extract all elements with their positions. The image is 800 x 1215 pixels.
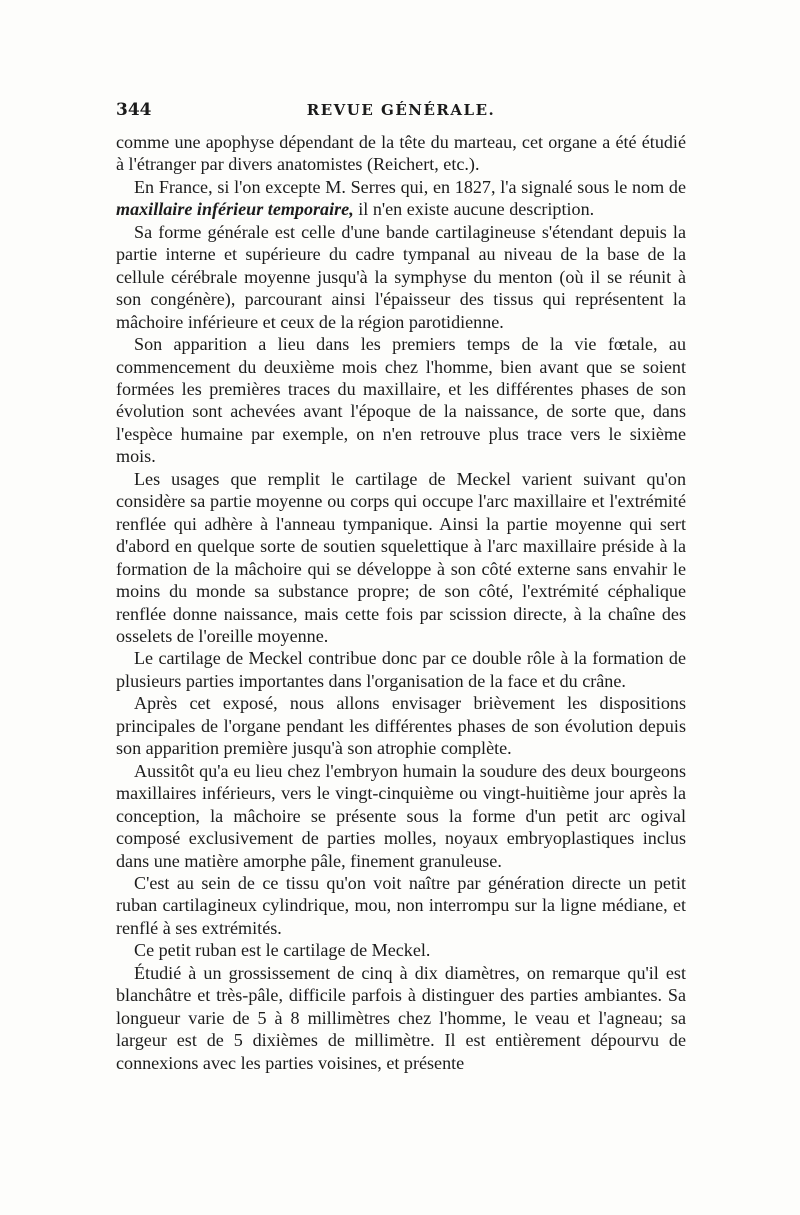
paragraph-expose: Après cet exposé, nous allons envisager brièvement les dispositions principales de l'organe pendant les différentes phases de son évolution depuis son apparition première jusqu'à son atrophie complète.	[116, 693, 686, 759]
page-number: 344	[116, 100, 152, 120]
italic-term: maxillaire inférieur temporaire,	[116, 199, 354, 220]
paragraph-ruban: C'est au sein de ce tissu qu'on voit naître par génération directe un petit ruban cartilagineux cylindrique, mou, non interrompu sur la ligne médiane, et renflé à ses extrémités.	[116, 872, 686, 938]
paragraph-text: il n'en existe aucune description.	[353, 199, 595, 220]
paragraph-serres	[116, 176, 686, 221]
paragraph-text: En France, si l'on excepte M. Serres qui, en 1827, l'a signalé sous le nom de	[134, 176, 686, 197]
running-title: REVUE GÉNÉRALE.	[306, 101, 496, 119]
paragraph-apparition: Son apparition a lieu dans les premiers temps de la vie fœtale, au commencement du deuxième mois chez l'homme, bien avant que se soient formées les premières traces du maxillaire, et les différentes phases de son évolution sont achevées avant l'époque de la naissance, de sorte que, dans l'espèce humaine par exemple, on n'en retrouve plus trace vers le sixième mois.	[116, 334, 686, 467]
page-header	[116, 100, 686, 122]
paragraph-double-role: Le cartilage de Meckel contribue donc par ce double rôle à la formation de plusieurs parties importantes dans l'organisation de la face et du crâne.	[116, 648, 686, 691]
paragraph-continued: comme une apophyse dépendant de la tête du marteau, cet organe a été étudié à l'étranger par divers anatomistes (Reichert, etc.).	[116, 132, 686, 175]
paragraph-embryon: Aussitôt qu'a eu lieu chez l'embryon humain la soudure des deux bourgeons maxillaires inférieurs, vers le vingt-cinquième ou vingt-huitième jour après la conception, la mâchoire se présente sous la forme d'un petit arc ogival composé exclusivement de parties molles, noyaux embryoplastiques inclus dans une matière amorphe pâle, finement granuleuse.	[116, 760, 686, 871]
paragraph-usages: Les usages que remplit le cartilage de Meckel varient suivant qu'on considère sa partie moyenne ou corps qui occupe l'arc maxillaire et l'extrémité renflée qui adhère à l'anneau tympanique. Ainsi la partie moyenne qui sert d'abord en quelque sorte de soutien squelettique à l'arc maxillaire préside à la formation de la mâchoire qui se développe à son côté externe sans envahir le moins du monde sa substance propre; de son côté, l'extrémité céphalique renflée donne naissance, mais cette fois par scission directe, à la chaîne des osselets de l'oreille moyenne.	[116, 468, 686, 646]
paragraph-form: Sa forme générale est celle d'une bande cartilagineuse s'étendant depuis la partie interne et supérieure du cadre tympanal au niveau de la base de la cellule cérébrale moyenne jusqu'à la symphyse du menton (où il se réunit à son congénère), parcourant ainsi l'épaisseur des tissus qui représentent la mâchoire inférieure et ceux de la région parotidienne.	[116, 221, 686, 332]
paragraph-etude: Étudié à un grossissement de cinq à dix diamètres, on remarque qu'il est blanchâtre et très-pâle, difficile parfois à distinguer des parties ambiantes. Sa longueur varie de 5 à 8 millimètres chez l'homme, le veau et l'agneau; sa largeur est de 5 dixièmes de millimètre. Il est entièrement dépourvu de connexions avec les parties voisines, et présente	[116, 962, 686, 1073]
paragraph-meckel: Ce petit ruban est le cartilage de Meckel.	[134, 940, 431, 961]
body-text	[116, 131, 686, 1074]
